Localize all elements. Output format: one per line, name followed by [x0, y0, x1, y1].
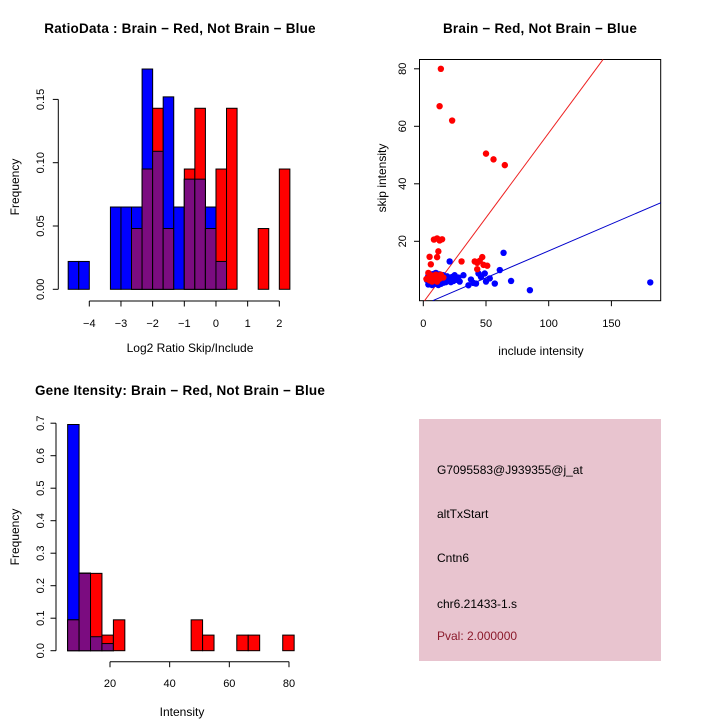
not-brain-point — [482, 270, 488, 276]
probe-id-label: G7095583@J939355@j_at — [437, 463, 583, 477]
red-bar — [113, 620, 124, 651]
not-brain-point — [508, 278, 514, 284]
blue-bar — [121, 207, 132, 289]
x-axis-label: Intensity — [159, 705, 205, 719]
overlap-bar — [163, 229, 174, 290]
overlap-bar — [102, 644, 113, 651]
brain-point — [440, 274, 446, 280]
y-tick-label: 0.10 — [35, 151, 47, 174]
overlap-bar — [216, 261, 227, 289]
red-bar — [191, 620, 202, 651]
not-brain-point — [492, 280, 498, 286]
intensity-scatter-title: Brain − Red, Not Brain − Blue — [442, 21, 638, 36]
overlap-bar — [91, 637, 102, 651]
x-tick-label: 100 — [539, 318, 558, 330]
y-axis-label: Frequency — [8, 508, 22, 566]
y-axis-label: skip intensity — [375, 143, 389, 213]
not-brain-point — [456, 278, 462, 284]
y-tick-label: 0.2 — [35, 578, 47, 594]
x-tick-label: 20 — [103, 678, 117, 690]
ratio-histogram-title: RatioData : Brain − Red, Not Brain − Blue — [44, 21, 316, 36]
brain-point — [474, 266, 480, 272]
brain-point — [428, 261, 434, 267]
x-axis-label: include intensity — [498, 344, 584, 358]
x-tick-label: 50 — [479, 318, 493, 330]
red-bar — [279, 169, 290, 289]
overlap-bar — [195, 179, 206, 289]
overlap-bar — [205, 229, 216, 290]
brain-point — [434, 254, 440, 260]
blue-bar — [68, 261, 79, 289]
gene-intensity-title: Gene Itensity: Brain − Red, Not Brain − Blue — [34, 383, 326, 398]
gene-info-box — [419, 419, 661, 661]
x-tick-label: 0 — [212, 318, 220, 330]
intensity-scatter-panel — [375, 60, 661, 359]
red-bar — [227, 108, 238, 289]
blue-bar — [79, 261, 90, 289]
plot-box — [420, 60, 661, 301]
brain-point — [426, 254, 432, 260]
overlap-bar — [142, 169, 153, 289]
y-tick-label: 0.5 — [35, 480, 47, 496]
not-brain-point — [446, 258, 452, 264]
not-brain-point — [473, 280, 479, 286]
y-axis-label: Frequency — [8, 158, 22, 216]
not-brain-point — [460, 272, 466, 278]
overlap-bar — [79, 573, 90, 650]
x-tick-label: 150 — [602, 318, 621, 330]
pval-label: Pval: 2.000000 — [437, 629, 518, 643]
brain-point — [435, 248, 441, 254]
red-bar — [283, 635, 294, 651]
ratio-histogram-panel — [8, 69, 290, 355]
overlap-bar — [68, 620, 79, 651]
not-brain-point — [647, 279, 653, 285]
x-tick-label: 2 — [276, 318, 283, 330]
y-tick-label: 0.3 — [35, 545, 47, 561]
brain-point — [438, 66, 444, 72]
y-tick-label: 20 — [397, 235, 409, 248]
y-tick-label: 0.05 — [35, 215, 47, 237]
y-tick-label: 40 — [397, 177, 409, 190]
event-type-label: altTxStart — [437, 507, 489, 521]
blue-bar — [68, 425, 79, 651]
x-tick-label: −3 — [114, 318, 128, 330]
gene-name-label: Cntn6 — [437, 551, 470, 565]
x-tick-label: −2 — [146, 318, 159, 330]
y-tick-label: 0.15 — [35, 88, 47, 111]
brain-point — [436, 103, 442, 109]
chromosome-label: chr6.21433-1.s — [437, 597, 518, 611]
y-tick-label: 0.6 — [35, 448, 47, 464]
brain-point — [490, 156, 496, 162]
y-tick-label: 0.4 — [35, 513, 47, 529]
overlap-bar — [132, 229, 143, 290]
not-brain-point — [487, 275, 493, 281]
x-tick-label: −1 — [178, 318, 191, 330]
blue-bar — [174, 207, 185, 289]
gene-intensity-histogram-panel — [8, 416, 295, 719]
brain-point — [458, 258, 464, 264]
overlap-bar — [184, 179, 195, 289]
blue-bar — [110, 207, 121, 289]
not-brain-point — [500, 250, 506, 256]
brain-point — [479, 254, 485, 260]
x-tick-label: 80 — [282, 678, 296, 690]
y-tick-label: 0.7 — [35, 415, 47, 431]
y-tick-label: 80 — [397, 62, 409, 75]
red-bar — [258, 229, 269, 290]
y-tick-label: 0.00 — [35, 278, 47, 301]
x-tick-label: 1 — [244, 318, 251, 330]
brain-fit-line — [425, 60, 603, 301]
y-tick-label: 60 — [397, 120, 409, 133]
red-bar — [203, 635, 214, 651]
x-axis-label: Log2 Ratio Skip/Include — [126, 341, 254, 355]
y-tick-label: 0.1 — [35, 610, 47, 626]
not-brain-point — [497, 267, 503, 273]
x-tick-label: −4 — [83, 318, 96, 330]
not-brain-point — [527, 287, 533, 293]
brain-point — [502, 162, 508, 168]
red-bar — [237, 635, 248, 651]
x-tick-label: 0 — [420, 318, 427, 330]
brain-point — [484, 263, 490, 269]
overlap-bar — [153, 151, 164, 289]
x-tick-label: 40 — [163, 678, 176, 690]
y-tick-label: 0.0 — [35, 643, 47, 659]
brain-point — [483, 150, 489, 156]
brain-point — [449, 117, 455, 123]
red-bar — [248, 635, 259, 651]
brain-point — [439, 236, 445, 242]
x-tick-label: 60 — [223, 678, 236, 690]
